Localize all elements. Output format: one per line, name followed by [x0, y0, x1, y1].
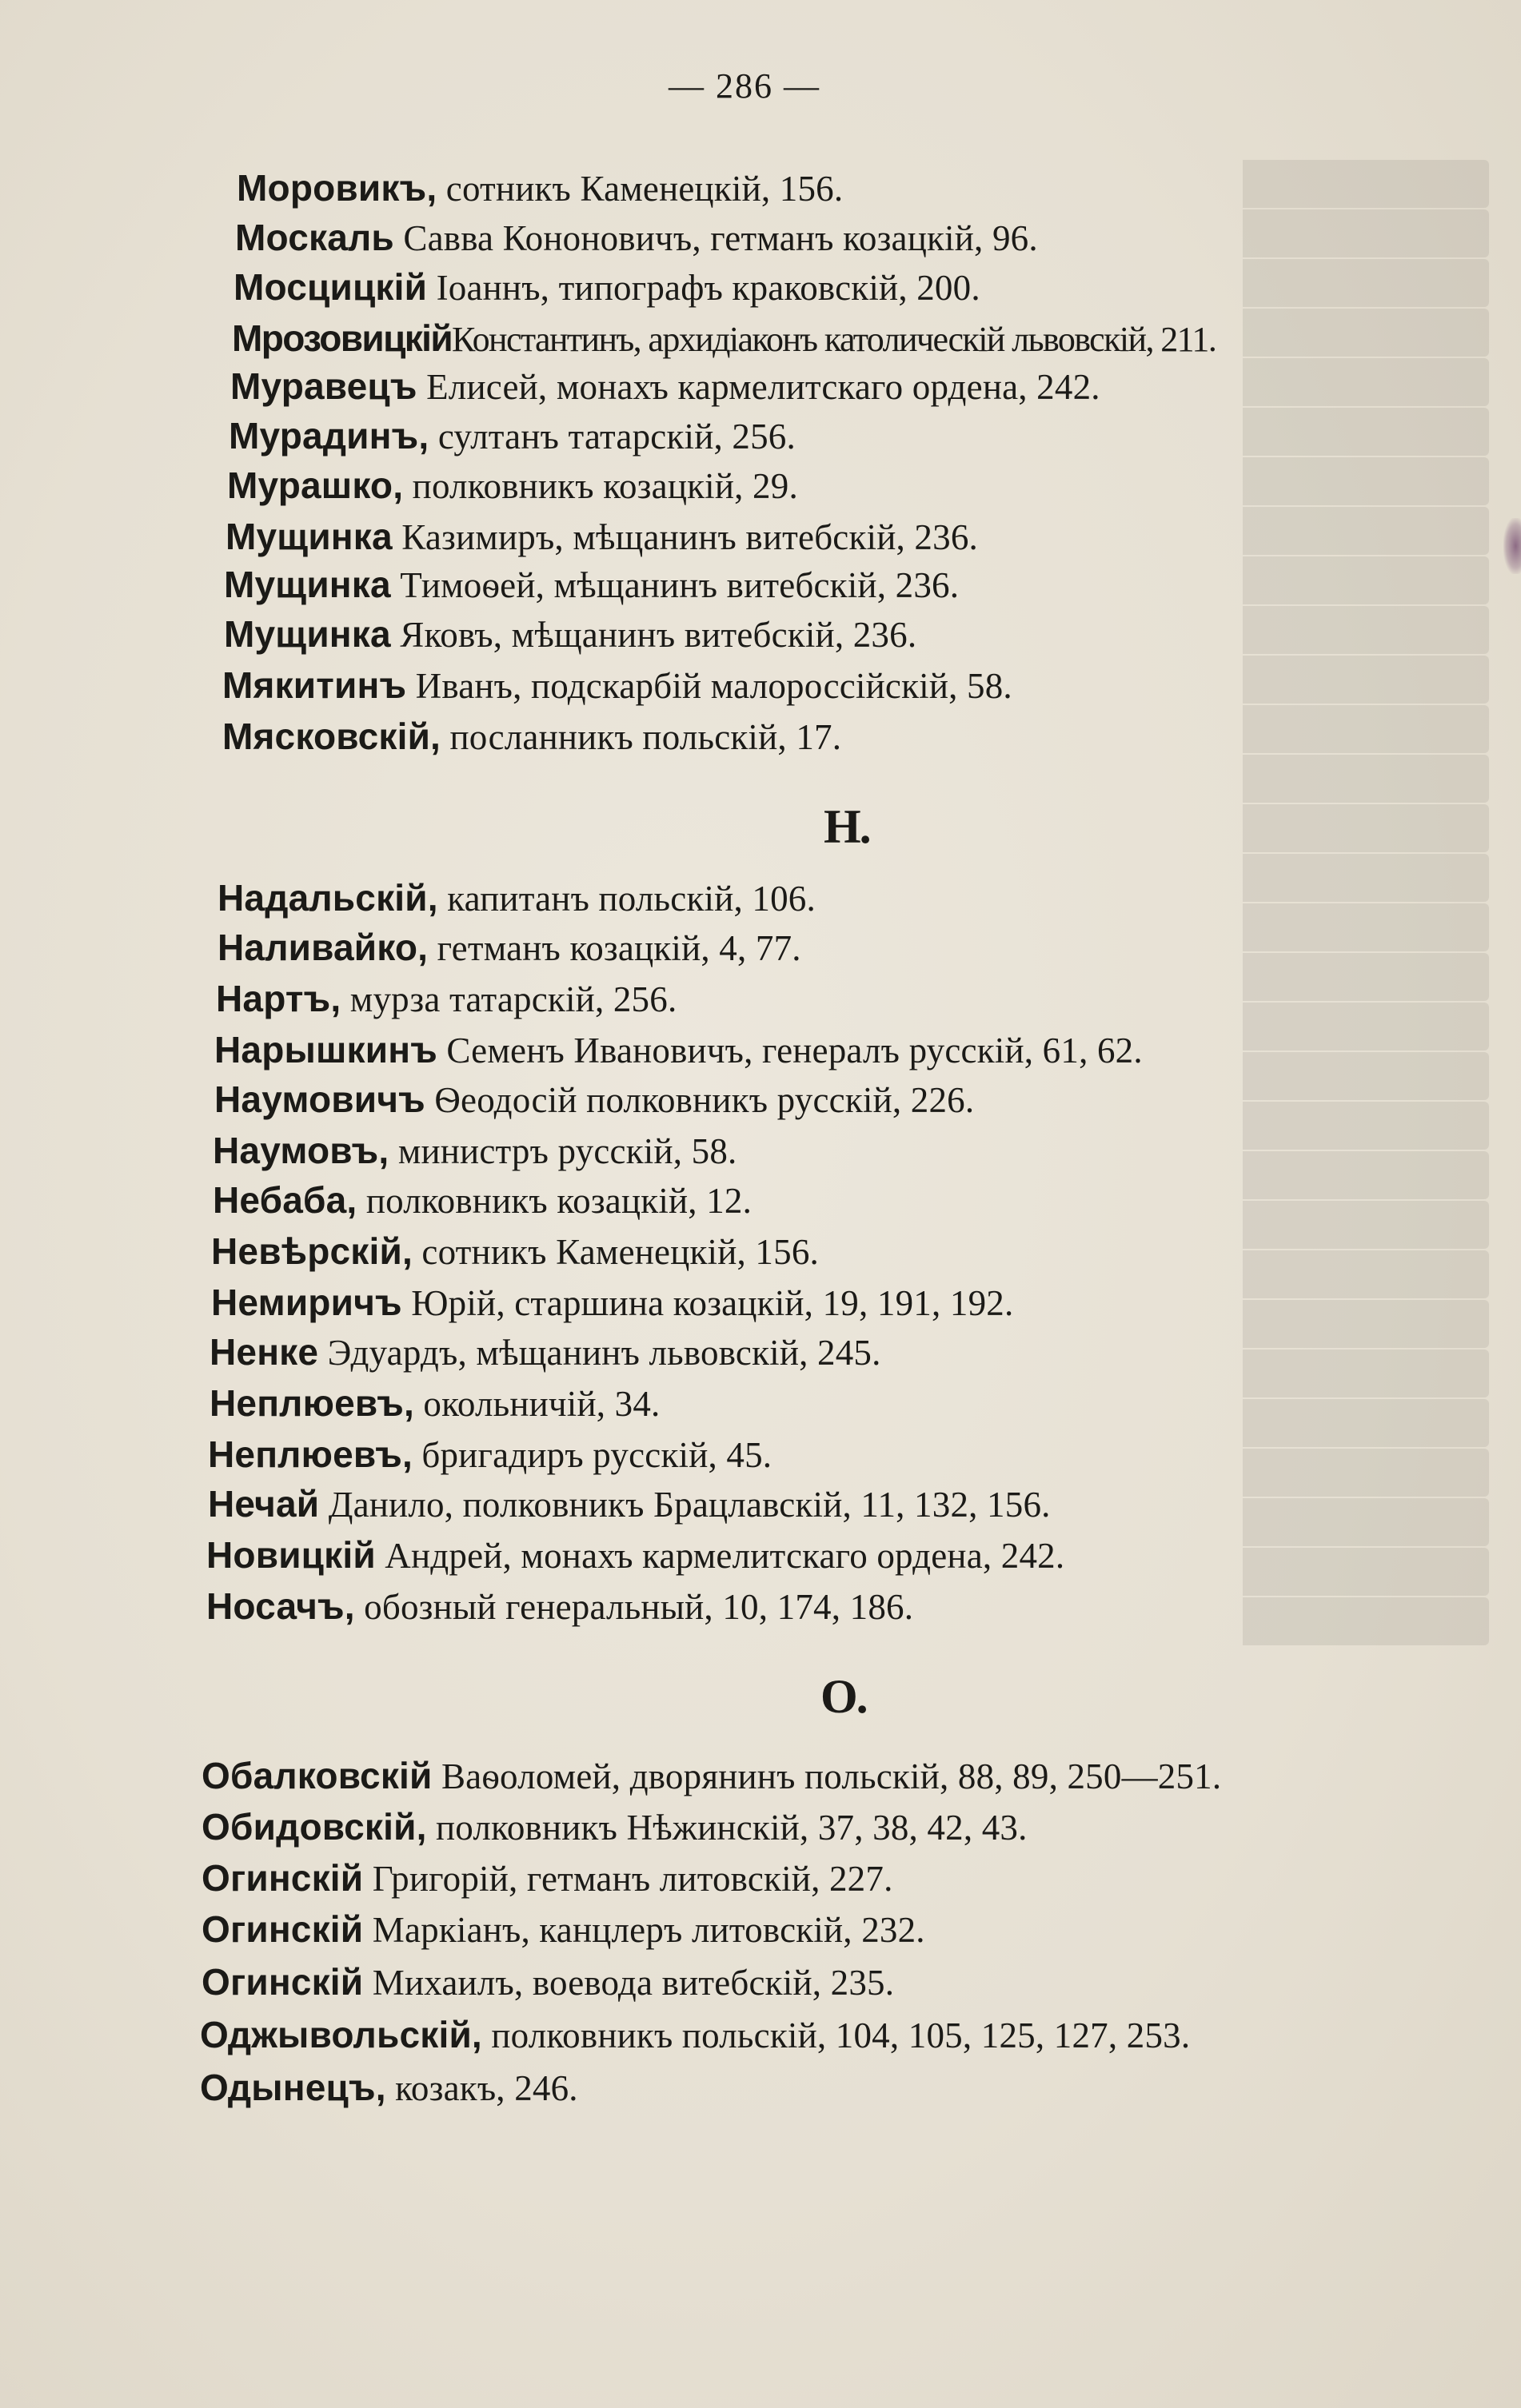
entry-name: Нарышкинъ	[214, 1029, 437, 1070]
entry-name: Огинскій	[202, 1857, 364, 1899]
index-entry	[214, 1031, 1143, 1069]
entry-name: Нечай	[208, 1483, 320, 1525]
entry-name: Моровикъ,	[237, 167, 437, 209]
section-letter-o: О.	[820, 1670, 867, 1723]
index-entry	[202, 1857, 893, 1899]
entry-name: Мрозовицкій	[232, 317, 453, 359]
entry-description: Казимиръ, мѣщанинъ витебскій, 236.	[401, 517, 978, 557]
entry-name: Носачъ,	[206, 1585, 355, 1627]
index-entry	[213, 1132, 737, 1170]
entry-name: Мясковскій,	[222, 716, 441, 757]
entry-name: Обалковскій	[202, 1755, 433, 1796]
entry-description: Михаилъ, воевода витебскій, 235.	[372, 1963, 895, 2003]
index-entry	[235, 219, 1038, 257]
entry-description: Яковъ, мѣщанинъ витебскій, 236.	[400, 615, 917, 655]
index-entry	[224, 613, 917, 655]
entry-name: Новицкій	[206, 1534, 376, 1576]
entry-description: Андрей, монахъ кармелитскаго ордена, 242.	[385, 1536, 1065, 1576]
entry-description: Тимоѳей, мѣщанинъ витебскій, 236.	[400, 565, 960, 605]
index-entry	[218, 929, 801, 967]
index-entry	[202, 1908, 925, 1950]
entry-name: Мякитинъ	[222, 664, 407, 706]
entry-description: Иванъ, подскарбій малороссійскій, 58.	[415, 666, 1012, 706]
entry-description: Ваѳоломей, дворянинъ польскій, 88, 89, 250—251.	[441, 1756, 1222, 1796]
index-entry	[213, 1179, 753, 1221]
entry-name: Мурашко,	[227, 464, 404, 506]
index-entry	[234, 266, 980, 308]
index-entry	[218, 879, 816, 917]
index-entry	[208, 1433, 772, 1475]
entry-description: Савва Кононовичъ, гетманъ козацкій, 96.	[403, 218, 1038, 258]
entry-description: сотникъ Каменецкій, 156.	[421, 1232, 819, 1272]
entry-description: Юрій, старшина козацкій, 19, 191, 192.	[411, 1283, 1014, 1323]
index-entry	[224, 566, 959, 604]
entry-description: Іоаннъ, типографъ краковскій, 200.	[436, 268, 980, 308]
index-entry	[202, 1757, 1221, 1795]
entry-description: полковникъ польскій, 104, 105, 125, 127, 253.	[491, 2015, 1191, 2055]
index-entry	[211, 1284, 1013, 1322]
entry-name: Немиричъ	[211, 1282, 402, 1323]
entry-description: султанъ татарскій, 256.	[437, 417, 796, 456]
index-entry	[210, 1382, 661, 1424]
index-entry	[226, 518, 978, 556]
bleed-through-text	[1137, 160, 1489, 1679]
entry-description: Елисей, монахъ кармелитскаго ордена, 242.	[426, 367, 1100, 407]
entry-name: Наливайко,	[218, 927, 429, 968]
entry-description: сотникъ Каменецкій, 156.	[445, 169, 844, 209]
entry-name: Мущинка	[226, 516, 393, 557]
entry-description: полковникъ Нѣжинскій, 37, 38, 42, 43.	[436, 1808, 1028, 1848]
index-entry	[232, 317, 1216, 359]
index-entry	[210, 1331, 881, 1373]
index-entry	[200, 2016, 1190, 2054]
entry-description: обозный генеральный, 10, 174, 186.	[364, 1587, 914, 1627]
index-entry	[229, 417, 796, 455]
entry-name: Мурадинъ,	[229, 415, 429, 456]
entry-description: полковникъ козацкій, 12.	[365, 1181, 753, 1221]
index-entry	[211, 1230, 819, 1272]
entry-description: полковникъ козацкій, 29.	[412, 466, 798, 506]
entry-name: Нартъ,	[216, 978, 341, 1019]
entry-name: Неплюевъ,	[210, 1382, 414, 1424]
index-entry	[208, 1485, 1051, 1523]
entry-description: Маркіанъ, канцлеръ литовскій, 232.	[372, 1910, 925, 1950]
entry-description: Григорій, гетманъ литовскій, 227.	[372, 1859, 893, 1899]
entry-name: Наумовичъ	[214, 1078, 425, 1120]
entry-name: Ненке	[210, 1331, 319, 1373]
index-entry	[227, 464, 798, 506]
entry-name: Надальскій,	[218, 877, 438, 919]
entry-description: Эдуардъ, мѣщанинъ львовскій, 245.	[327, 1333, 881, 1373]
index-entry	[200, 2069, 578, 2107]
index-entry	[206, 1534, 1065, 1576]
entry-description: окольничій, 34.	[423, 1384, 661, 1424]
entry-name: Неплюевъ,	[208, 1433, 413, 1475]
index-entry	[230, 365, 1100, 407]
index-entry	[222, 664, 1012, 706]
entry-name: Оджывольскій,	[200, 2014, 482, 2055]
entry-name: Огинскій	[202, 1961, 364, 2003]
entry-name: Муравецъ	[230, 365, 417, 407]
entry-description: Семенъ Ивановичъ, генералъ русскій, 61, 62.	[446, 1031, 1143, 1070]
entry-description: Данило, полковникъ Брацлавскій, 11, 132, 156.	[328, 1485, 1051, 1525]
entry-name: Одынецъ,	[200, 2067, 386, 2108]
entry-name: Наумовъ,	[213, 1130, 389, 1171]
entry-description: козакъ, 246.	[395, 2068, 578, 2108]
index-entry	[206, 1585, 914, 1627]
index-entry	[214, 1078, 975, 1120]
entry-description: министръ русскій, 58.	[397, 1131, 737, 1171]
entry-name: Невѣрскій,	[211, 1230, 413, 1272]
index-entry	[216, 980, 677, 1018]
section-letter-n: Н.	[824, 800, 870, 853]
entry-description: бригадиръ русскій, 45.	[421, 1435, 772, 1475]
entry-description: Константинъ, архидіаконъ католическій львовскій, 211.	[452, 320, 1216, 359]
index-entry	[222, 718, 841, 755]
index-entry	[202, 1963, 894, 2001]
entry-description: капитанъ польскій, 106.	[447, 879, 816, 919]
ink-stain	[1503, 518, 1521, 574]
entry-name: Мущинка	[224, 564, 391, 605]
entry-name: Мущинка	[224, 613, 391, 655]
entry-name: Небаба,	[213, 1179, 357, 1221]
index-entry	[202, 1808, 1028, 1846]
entry-description: Ѳеодосій полковникъ русскій, 226.	[434, 1080, 975, 1120]
entry-description: гетманъ козацкій, 4, 77.	[437, 928, 801, 968]
entry-description: посланникъ польскій, 17.	[449, 717, 842, 757]
entry-description: мурза татарскій, 256.	[349, 979, 677, 1019]
entry-name: Мосцицкій	[234, 266, 428, 308]
entry-name: Огинскій	[202, 1908, 364, 1950]
entry-name: Москаль	[235, 217, 394, 258]
entry-name: Обидовскій,	[202, 1806, 427, 1848]
page-number: — 286 —	[669, 66, 820, 106]
index-entry	[237, 169, 843, 207]
